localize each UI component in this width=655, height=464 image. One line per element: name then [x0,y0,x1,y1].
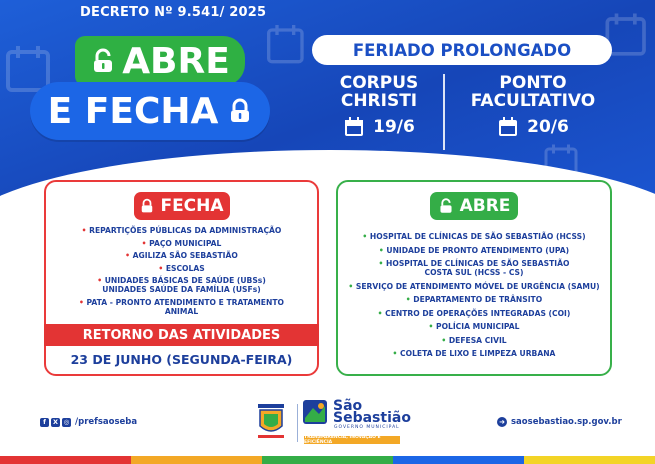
calendar-icon [343,116,365,138]
holiday-line1: PONTO [499,73,567,93]
holiday-divider [443,74,445,150]
holiday-date: 20/6 [527,117,569,137]
holiday-corpus-christi [320,74,438,138]
retorno-label: RETORNO DAS ATIVIDADES [44,324,319,346]
sao-sebastiao-logo-icon [301,398,329,428]
logo-name-line2: Sebastião [333,410,411,426]
abre-tag-label: ABRE [459,196,511,216]
fecha-headline-text: E FECHA [47,90,219,132]
list-item: • COLETA DE LIXO E LIMPEZA URBANA [392,349,556,358]
list-item: • UNIDADE DE PRONTO ATENDIMENTO (UPA) [378,245,570,255]
fecha-headline [30,82,270,140]
list-item: • AGILIZA SÃO SEBASTIÃO [125,251,238,261]
list-item: • UNIDADES BÁSICAS DE SAÚDE (UBSs) UNIDADES SAÚDE DA FAMÍLIA (USFs) [97,276,266,295]
list-item: • HOSPITAL DE CLÍNICAS DE SÃO SEBASTIÃO (HCSS) [362,232,586,241]
lock-icon [228,98,252,124]
abre-headline [75,36,245,86]
abre-list [338,232,610,363]
decree-number: DECRETO Nº 9.541/ 2025 [80,5,267,20]
logo-name [333,400,411,424]
list-item: • SERVIÇO DE ATENDIMENTO MÓVEL DE URGÊNCIA (SAMU) [348,281,600,291]
instagram-icon[interactable]: ◎ [63,418,70,426]
list-item: • PATA - PRONTO ATENDIMENTO E TRATAMENTO ANIMAL [79,297,284,316]
list-item: • DEFESA CIVIL [441,335,507,345]
list-item: • REPARTIÇÕES PÚBLICAS DA ADMINISTRAÇÃO [81,226,282,235]
abre-card [336,180,612,376]
holiday-line1: CORPUS [339,73,419,93]
footer-color-bar [0,456,655,464]
holiday-date: 19/6 [373,117,415,137]
unlock-icon [438,198,454,214]
fecha-tag [134,192,230,220]
website-link[interactable] [497,417,622,427]
list-item: • HOSPITAL DE CLÍNICAS DE SÃO SEBASTIÃO COSTA SUL (HCSS - CS) [378,259,570,277]
lock-icon [140,198,154,214]
social-handle[interactable]: /prefsaoseba [75,417,138,427]
calendar-icon [497,116,519,138]
calendar-deco-icon [262,20,312,70]
logo-subtitle: GOVERNO MUNICIPAL [334,425,400,430]
footer-divider [297,404,298,442]
feriado-title: FERIADO PROLONGADO [312,35,612,65]
holiday-ponto-facultativo [448,74,618,138]
abre-tag [430,192,518,220]
logo-name-line1: São [333,398,363,414]
city-crest-icon [254,402,288,442]
list-item: • DEPARTAMENTO DE TRÂNSITO [405,295,543,304]
fecha-tag-label: FECHA [160,196,224,216]
website-url[interactable]: saosebastiao.sp.gov.br [511,417,622,427]
retorno-date: 23 DE JUNHO (SEGUNDA-FEIRA) [70,352,293,367]
fecha-list [46,226,317,320]
unlock-icon [90,48,116,74]
arrow-right-icon: ➜ [497,417,507,427]
fecha-card [44,180,319,376]
logo-tagline: TRANSPARÊNCIA, INOVAÇÃO E EFICIÊNCIA [304,436,400,444]
facebook-icon[interactable]: f [40,418,49,427]
list-item: • CENTRO DE OPERAÇÕES INTEGRADAS (COI) [377,308,571,318]
list-item: • PAÇO MUNICIPAL [141,238,222,248]
list-item: • ESCOLAS [158,263,205,273]
holiday-line2: CHRISTI [340,91,418,111]
abre-headline-text: ABRE [122,40,230,82]
list-item: • POLÍCIA MUNICIPAL [428,322,520,331]
social-links[interactable] [40,417,137,427]
holiday-line2: FACULTATIVO [470,91,596,111]
x-icon[interactable]: X [52,418,58,426]
